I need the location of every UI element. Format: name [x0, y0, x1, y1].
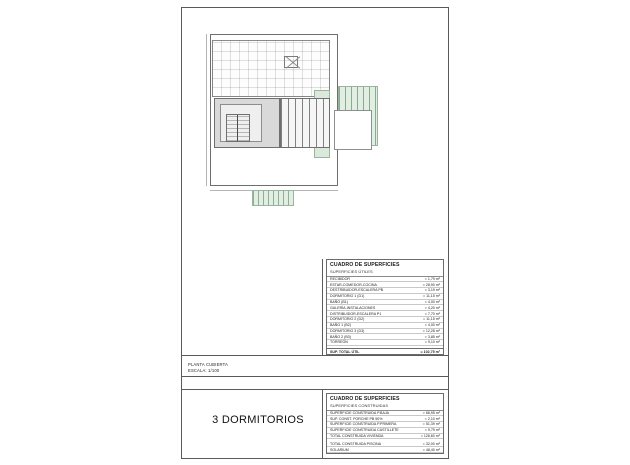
- row-value: = 9,79 m²: [402, 427, 443, 433]
- swimming-pool: [334, 110, 372, 150]
- row-label: DISTRIBUIDOR-ESCALERA P1: [327, 311, 394, 317]
- surfaces-utiles-rows: [327, 277, 443, 355]
- row-value: = 126,60 m²: [402, 433, 443, 439]
- table-surfaces-construidas: [326, 393, 444, 454]
- row-value: = 48,40 m²: [402, 447, 443, 453]
- surfaces-construidas-rows: [327, 411, 443, 453]
- total-value: = 102,75 m²: [394, 348, 443, 354]
- row-label: DESTRIBUIDOR-ESCALERA PB: [327, 288, 394, 294]
- terrace-pergola: [280, 98, 330, 148]
- table-surfaces-utiles: [326, 259, 444, 355]
- row-label: BAÑO 1 (B2): [327, 322, 394, 328]
- row-value: = 11,15 m²: [394, 293, 443, 299]
- row-label: DORMITORIO 3 (D3): [327, 328, 394, 334]
- stair-core: [226, 114, 250, 142]
- table-title: CUADRO DE SUPERFICIES: [330, 396, 400, 402]
- table-row: [327, 447, 443, 453]
- table-column-vertical-divider: [322, 259, 323, 355]
- title-block-divider-mid: [181, 376, 449, 377]
- row-value: = 32,00 m²: [402, 441, 443, 446]
- row-value: = 11,15 m²: [394, 316, 443, 322]
- row-label: RECIBIDOR: [327, 277, 394, 282]
- table-title: CUADRO DE SUPERFICIES: [330, 262, 400, 268]
- row-label: TORREÓN: [327, 340, 394, 346]
- row-label: BAÑO 2 (B3): [327, 334, 394, 340]
- stair-direction-arrow-icon: [237, 115, 238, 141]
- row-label: ESTAR-COMEDOR-COCINA: [327, 282, 394, 288]
- plan-name-label: PLANTA CUBIERTA: [188, 362, 228, 367]
- solarium-area: [252, 190, 294, 206]
- row-label: GALERÍA-INSTALACIONES: [327, 305, 394, 311]
- row-value: = 2,10 m²: [402, 416, 443, 422]
- title-block-vertical-divider: [322, 389, 323, 459]
- row-label: TOTAL CONSTRUIDA VIVIENDA: [327, 433, 402, 439]
- scale-label: ESCALA: 1/100: [188, 368, 220, 373]
- title-block-divider-top: [181, 355, 449, 356]
- row-value: = 4,00 m²: [394, 299, 443, 305]
- table-subtitle: SUPERFICIES CONSTRUIDAS: [327, 403, 443, 411]
- row-label: BAÑO (B1): [327, 299, 394, 305]
- roof-hatch-pattern: [212, 40, 330, 97]
- row-label: SUPERFICIE CONSTRUIDA CASTILLETE: [327, 427, 402, 433]
- row-label: DORMITORIO 2 (D2): [327, 316, 394, 322]
- row-value: = 3,19 m²: [394, 288, 443, 294]
- row-value: = 66,95 m²: [402, 411, 443, 416]
- row-label: DORMITORIO 1 (D1): [327, 293, 394, 299]
- table-total-row: [327, 348, 443, 354]
- row-value: = 4,00 m²: [394, 322, 443, 328]
- row-label: SUP. CONST. PORCHE PB 50%: [327, 416, 402, 422]
- row-value: = 3,85 m²: [394, 334, 443, 340]
- row-value: = 7,70 m²: [394, 311, 443, 317]
- row-label: SUPERFICIE CONSTRUIDA P.PRIMERA: [327, 422, 402, 428]
- table-subtitle: SUPERFICIES ÚTILES: [327, 269, 443, 277]
- row-label: SOLARIUM: [327, 447, 402, 453]
- total-label: SUP. TOTAL ÚTIL: [327, 348, 394, 354]
- roof-plan-drawing: [196, 18, 436, 238]
- title-block-divider-bottom: [181, 389, 449, 390]
- row-value: = 51,39 m²: [402, 422, 443, 428]
- row-label: SUPERFICIE CONSTRUIDA P.BAJA: [327, 411, 402, 416]
- row-value: = 9,10 m²: [394, 340, 443, 346]
- row-value: = 28,90 m²: [394, 282, 443, 288]
- dimension-line-vertical: [206, 34, 207, 186]
- row-value: = 12,28 m²: [394, 328, 443, 334]
- row-value: = 4,20 m²: [394, 305, 443, 311]
- roof-skylight-icon: [284, 56, 298, 68]
- page-title: 3 DORMITORIOS: [212, 414, 304, 426]
- row-value: = 1,79 m²: [394, 277, 443, 282]
- row-label: TOTAL CONSTRUIDA PISCINA: [327, 441, 402, 446]
